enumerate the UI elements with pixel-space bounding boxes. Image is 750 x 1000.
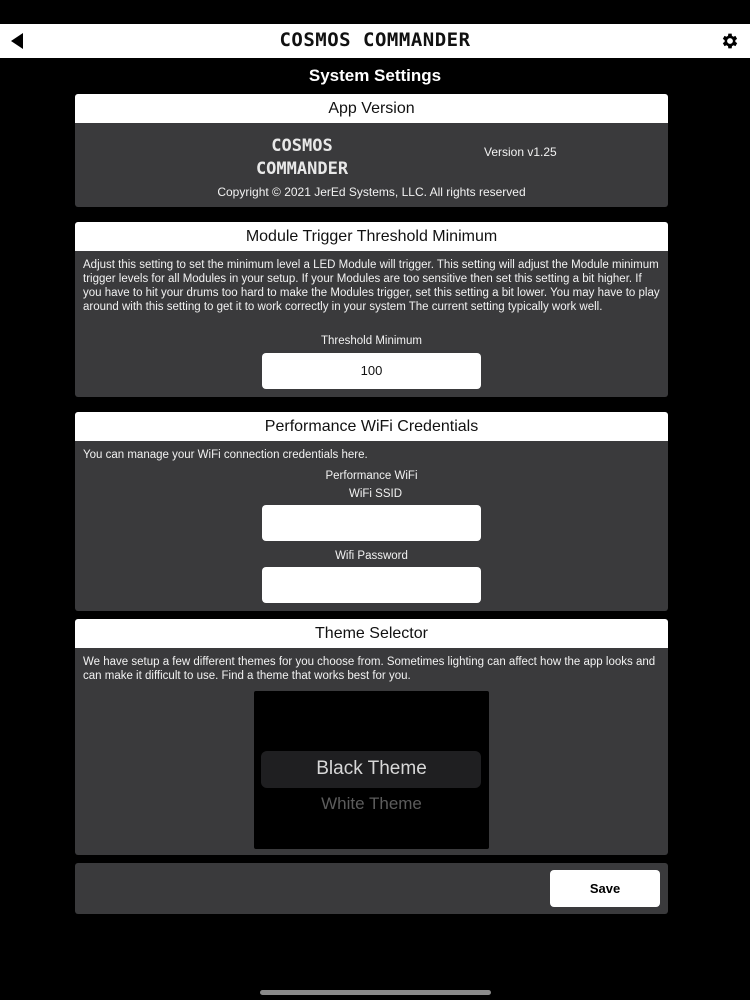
theme-picker[interactable] [254, 691, 489, 849]
logo-line-2: COMMANDER [255, 159, 349, 179]
app-logo [232, 135, 372, 181]
save-button[interactable]: Save [550, 870, 660, 907]
theme-option-black[interactable]: Black Theme [316, 758, 427, 779]
wifi-subtitle: Performance WiFi [325, 470, 418, 482]
theme-card [75, 619, 668, 855]
threshold-label: Threshold Minimum [321, 335, 422, 347]
theme-option-white[interactable]: White Theme [321, 794, 422, 813]
threshold-description: Adjust this setting to set the minimum level a LED Module will trigger. This setting will adjust the Module minimum trigger levels for all Modules in your setup. If your Modules are too sensitive then set this setting a bit higher. If you have to hit your drums too hard to make the Modules trigger, set this setting a bit lower. You may have to play around with this setting to get it to work correctly in your system The current setting typically work well. [83, 259, 660, 313]
logo-line-1: COSMOS [271, 136, 333, 156]
threshold-input[interactable] [262, 353, 481, 389]
wifi-ssid-input[interactable] [262, 505, 481, 541]
theme-description: We have setup a few different themes for you choose from. Sometimes lighting can affect how the app looks and can make it difficult to use. Find a theme that works best for you. [83, 656, 656, 682]
app-version-header: App Version [75, 94, 668, 123]
wifi-card [75, 412, 668, 611]
threshold-header: Module Trigger Threshold Minimum [75, 222, 668, 251]
page-title: System Settings [308, 66, 442, 85]
copyright-text: Copyright © 2021 JerEd Systems, LLC. All rights reserved [217, 185, 526, 199]
app-version-card [75, 94, 668, 207]
version-text: Version v1.25 [484, 145, 557, 159]
app-title: COSMOS COMMANDER [279, 29, 471, 51]
save-bar [75, 863, 668, 914]
navigation-bar [0, 24, 750, 58]
threshold-card [75, 222, 668, 397]
gear-icon[interactable] [720, 31, 740, 51]
wifi-password-label: Wifi Password [335, 550, 408, 562]
wifi-ssid-label: WiFi SSID [348, 488, 403, 500]
wifi-password-input[interactable] [262, 567, 481, 603]
theme-header: Theme Selector [75, 619, 668, 648]
wifi-description: You can manage your WiFi connection credentials here. [83, 449, 368, 461]
home-indicator[interactable] [260, 990, 491, 995]
wifi-header: Performance WiFi Credentials [75, 412, 668, 441]
